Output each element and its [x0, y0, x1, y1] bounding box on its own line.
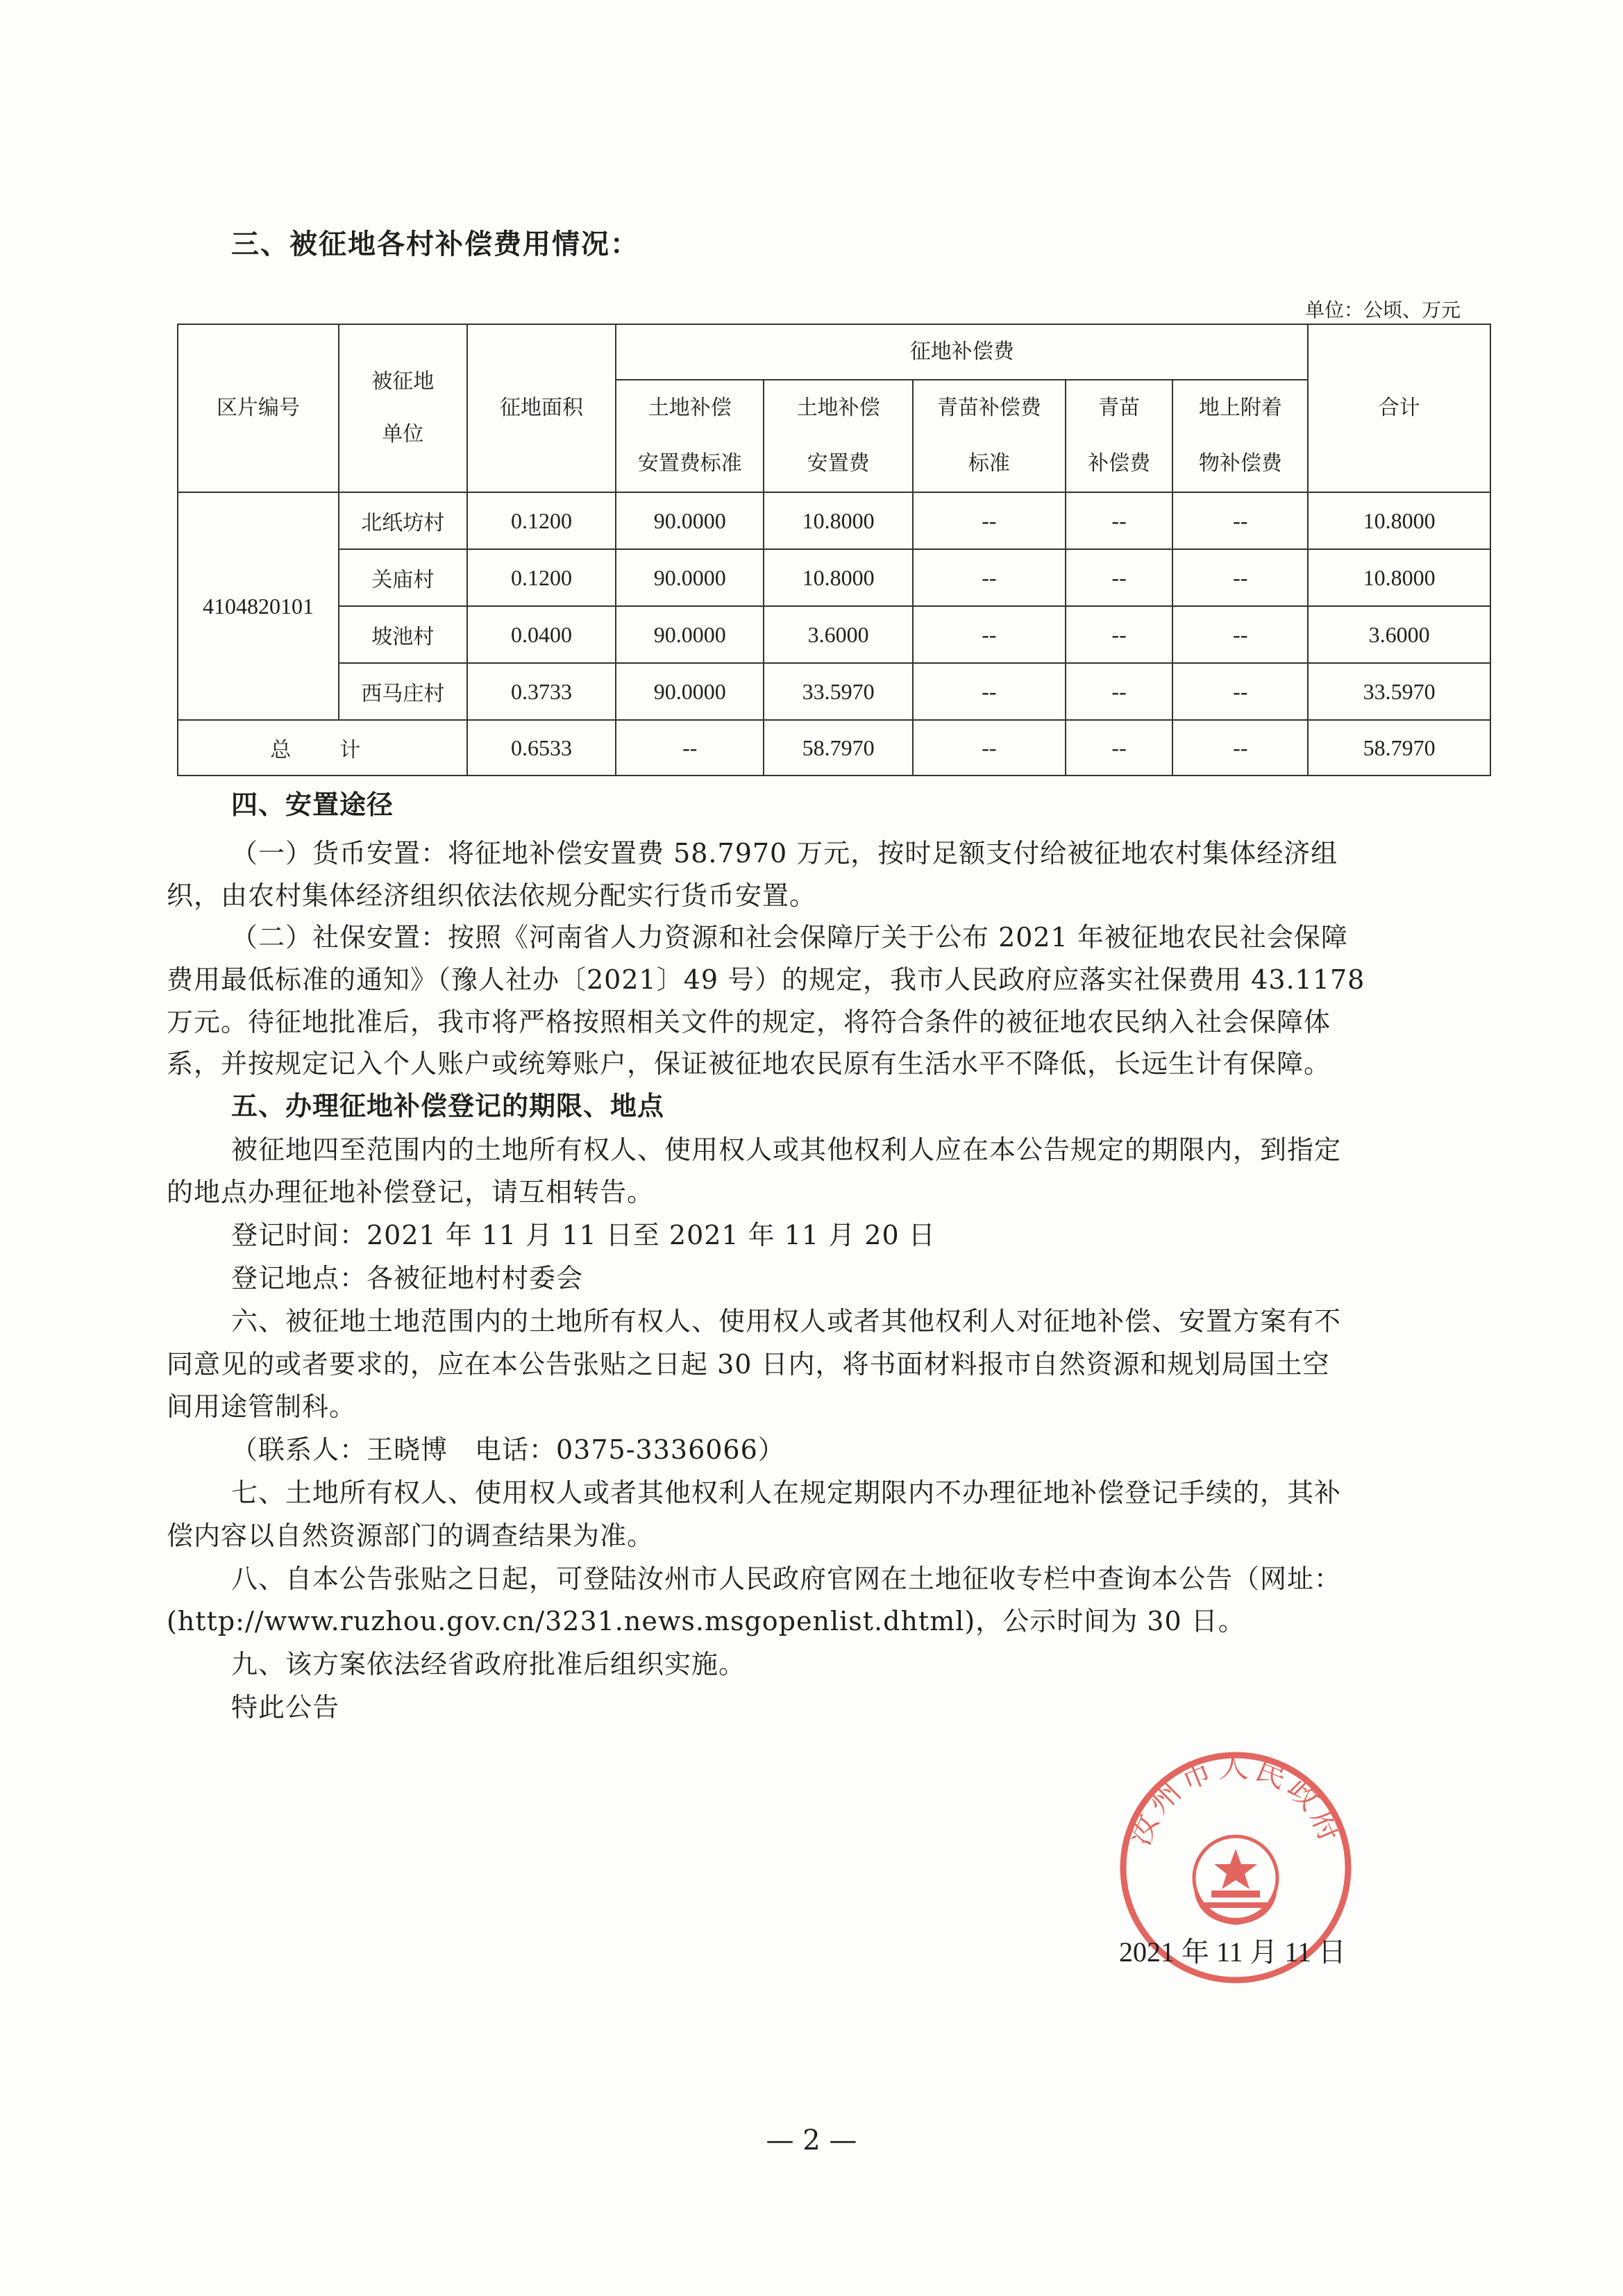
cell-fee: 33.5970 [764, 663, 913, 720]
cell-std: 90.0000 [616, 663, 764, 720]
section8-line1: 八、自本公告张贴之日起，可登陆汝州市人民政府官网在土地征收专栏中查询本公告（网址： [231, 1564, 1342, 1594]
sum-crop: -- [1066, 720, 1173, 776]
section5-p1-line1: 被征地四至范围内的土地所有权人、使用权人或其他权利人应在本公告规定的期限内，到指定 [231, 1134, 1342, 1165]
page-number: — 2 — [766, 2125, 857, 2156]
cell-crop-std: -- [913, 492, 1066, 549]
table-sum-row [178, 720, 1490, 776]
section9-line1: 九、该方案依法经省政府批准后组织实施。 [231, 1649, 746, 1679]
cell-fee: 10.8000 [764, 492, 913, 549]
cell-attach: -- [1172, 549, 1308, 606]
header-std: 土地补偿 安置费标准 [616, 380, 764, 492]
header-crop-std: 青苗补偿费 标准 [913, 380, 1066, 492]
cell-crop: -- [1066, 492, 1173, 549]
header-unit: 被征地 单位 [339, 324, 467, 492]
closing-text: 特此公告 [231, 1692, 340, 1723]
section5-heading: 五、办理征地补偿登记的期限、地点 [231, 1091, 665, 1121]
cell-crop-std: -- [913, 549, 1066, 606]
cell-std: 90.0000 [616, 549, 764, 606]
header-zone-id: 区片编号 [178, 324, 339, 492]
cell-area: 0.0400 [467, 606, 616, 663]
section4-p2-line2: 费用最低标准的通知》（豫人社办〔2021〕49 号）的规定，我市人民政府应落实社保费用 43.1178 [167, 964, 1365, 995]
sum-total: 58.7970 [1308, 720, 1490, 776]
section8-line2: (http://www.ruzhou.gov.cn/3231.news.msgopenlist.dhtml)，公示时间为 30 日。 [167, 1606, 1245, 1636]
sum-fee: 58.7970 [764, 720, 913, 776]
cell-std: 90.0000 [616, 606, 764, 663]
sum-crop-std: -- [913, 720, 1066, 776]
compensation-table [177, 324, 1491, 776]
section6-line3: 间用途管制科。 [167, 1391, 357, 1422]
cell-attach: -- [1172, 663, 1308, 720]
cell-name: 北纸坊村 [339, 492, 467, 549]
section6-line2: 同意见的或者要求的，应在本公告张贴之日起 30 日内，将书面材料报市自然资源和规划局国土空 [167, 1349, 1330, 1380]
cell-std: 90.0000 [616, 492, 764, 549]
section7-line2: 偿内容以自然资源部门的调查结果为准。 [167, 1520, 655, 1551]
cell-name: 西马庄村 [339, 663, 467, 720]
section4-p2-line3: 万元。待征地批准后，我市将严格按照相关文件的规定，将符合条件的被征地农民纳入社会保障体 [167, 1007, 1331, 1037]
cell-name: 关庙村 [339, 549, 467, 606]
table-row [178, 492, 1490, 549]
section4-p2-line1: （二）社保安置：按照《河南省人力资源和社会保障厅关于公布 2021 年被征地农民社会保障 [231, 922, 1348, 953]
cell-attach: -- [1172, 606, 1308, 663]
cell-total: 33.5970 [1308, 663, 1490, 720]
sum-attach: -- [1172, 720, 1308, 776]
header-total: 合计 [1308, 324, 1490, 492]
cell-crop: -- [1066, 663, 1173, 720]
table-row [178, 549, 1490, 606]
section3-heading: 三、被征地各村补偿费用情况： [231, 228, 639, 260]
table-row [178, 606, 1490, 663]
zone-id-cell: 4104820101 [178, 492, 339, 720]
section4-p1-line1: （一）货币安置：将征地补偿安置费 58.7970 万元，按时足额支付给被征地农村集体经济组 [231, 838, 1338, 869]
cell-name: 坡池村 [339, 606, 467, 663]
header-fee: 土地补偿 安置费 [764, 380, 913, 492]
section4-p1-line2: 织，由农村集体经济组织依法依规分配实行货币安置。 [167, 880, 817, 911]
header-attach: 地上附着 物补偿费 [1172, 380, 1308, 492]
cell-total: 10.8000 [1308, 549, 1490, 606]
sum-std: -- [616, 720, 764, 776]
table-unit-label: 单位：公顷、万元 [1305, 299, 1461, 321]
cell-crop-std: -- [913, 606, 1066, 663]
header-area: 征地面积 [467, 324, 616, 492]
header-crop: 青苗 补偿费 [1066, 380, 1173, 492]
registration-place: 登记地点：各被征地村村委会 [231, 1263, 584, 1293]
sum-area: 0.6533 [467, 720, 616, 776]
issue-date: 2021 年 11 月 11 日 [1119, 1936, 1347, 1968]
cell-crop-std: -- [913, 663, 1066, 720]
header-compensation-group: 征地补偿费 [616, 324, 1308, 380]
cell-area: 0.1200 [467, 492, 616, 549]
cell-crop: -- [1066, 606, 1173, 663]
sum-label: 总 计 [178, 720, 467, 776]
section5-p1-line2: 的地点办理征地补偿登记，请互相转告。 [167, 1177, 655, 1207]
registration-time: 登记时间：2021 年 11 月 11 日至 2021 年 11 月 20 日 [231, 1220, 936, 1250]
table-row [178, 663, 1490, 720]
cell-total: 3.6000 [1308, 606, 1490, 663]
cell-fee: 3.6000 [764, 606, 913, 663]
cell-area: 0.3733 [467, 663, 616, 720]
cell-crop: -- [1066, 549, 1173, 606]
section4-heading: 四、安置途径 [231, 789, 394, 820]
cell-attach: -- [1172, 492, 1308, 549]
svg-text:汝州市人民政府: 汝州市人民政府 [1121, 1749, 1350, 1851]
cell-area: 0.1200 [467, 549, 616, 606]
contact-info: （联系人：王晓博 电话：0375-3336066） [231, 1434, 785, 1465]
cell-fee: 10.8000 [764, 549, 913, 606]
section4-p2-line4: 系，并按规定记入个人账户或统筹账户，保证被征地农民原有生活水平不降低，长远生计有保障。 [167, 1048, 1331, 1079]
cell-total: 10.8000 [1308, 492, 1490, 549]
section7-line1: 七、土地所有权人、使用权人或者其他权利人在规定期限内不办理征地补偿登记手续的，其补 [231, 1477, 1342, 1508]
section6-line1: 六、被征地土地范围内的土地所有权人、使用权人或者其他权利人对征地补偿、安置方案有不 [231, 1306, 1342, 1336]
